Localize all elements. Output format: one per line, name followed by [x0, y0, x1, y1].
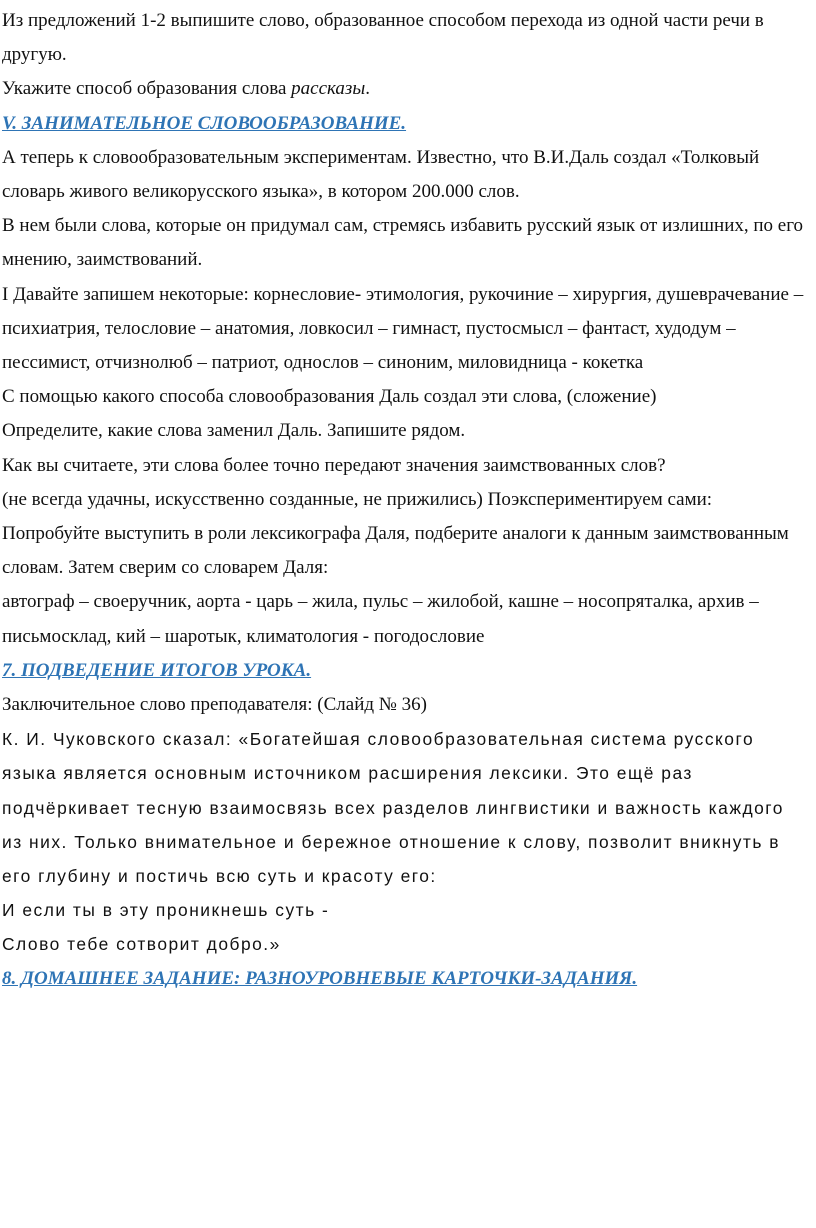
section-8-heading: 8. ДОМАШНЕЕ ЗАДАНИЕ: РАЗНОУРОВНЕВЫЕ КАРТОЧКИ-ЗАДАНИЯ.	[2, 967, 638, 989]
section-5-paragraph-6: Как вы считаете, эти слова более точно передают значения заимствованных слов?	[2, 454, 666, 476]
task-word-prefix: Укажите способ образования слова	[2, 78, 292, 100]
quote-verse-1: И если ты в эту проникнешь суть -	[2, 900, 330, 921]
section-5-paragraph-4: С помощью какого способа словообразования Даль создал эти слова, (сложение)	[2, 386, 657, 408]
section-5-paragraph-8: Попробуйте выступить в роли лексикографа Даля, подберите аналоги к данным заимствованным словам. Затем сверим со словарем Даля:	[2, 523, 789, 579]
chukovsky-quote: К. И. Чуковского сказал: «Богатейшая словообразовательная система русского языка является основным источником расширения лексики. Это ещё раз подчёркивает тесную взаимосвязь всех разделов лингвистики и важность каждого из них. Только внимательное и бережное отношение к слову, позволит вникнуть в его глубину и постичь всю суть и красоту его:	[2, 729, 784, 887]
quote-verse-2: Слово тебе сотворит добро.»	[2, 934, 281, 955]
section-5-paragraph-9: автограф – своеручник, аорта - царь – жила, пульс – жилобой, кашне – носопряталка, архив – письмосклад, кий – шаротык, климатология - погодословие	[2, 591, 759, 647]
task-word: рассказы	[291, 78, 366, 100]
section-5-paragraph-1: А теперь к словообразовательным экспериментам. Известно, что В.И.Даль создал «Толковый словарь живого великорусского языка», в котором 200.000 слов.	[2, 146, 760, 203]
task-word-suffix: .	[365, 78, 370, 100]
section-7-heading: 7. ПОДВЕДЕНИЕ ИТОГОВ УРОКА.	[2, 659, 312, 681]
task-paragraph: Из предложений 1-2 выпишите слово, образованное способом перехода из одной части речи в другую.	[2, 10, 764, 66]
section-5-paragraph-5: Определите, какие слова заменил Даль. Запишите рядом.	[2, 420, 466, 442]
section-5-paragraph-7: (не всегда удачны, искусственно созданные, не прижились) Поэкспериментируем сами:	[2, 488, 713, 510]
section-7-paragraph-1: Заключительное слово преподавателя: (Слайд № 36)	[2, 694, 428, 716]
section-5-paragraph-2: В нем были слова, которые он придумал сам, стремясь избавить русский язык от излишних, по его мнению, заимствований.	[2, 215, 804, 271]
section-5-heading: V. ЗАНИМАТЕЛЬНОЕ СЛОВООБРАЗОВАНИЕ.	[2, 112, 407, 134]
section-5-paragraph-3: I Давайте запишем некоторые: корнесловие- этимология, рукочиние – хирургия, душеврачевание – психиатрия, телословие – анатомия, ловкосил – гимнаст, пустосмысл – фантаст, худодум – пессимист, отчизнолюб – патриот, однослов – синоним, миловидница - кокетка	[2, 283, 804, 374]
task-word-paragraph	[2, 72, 808, 106]
